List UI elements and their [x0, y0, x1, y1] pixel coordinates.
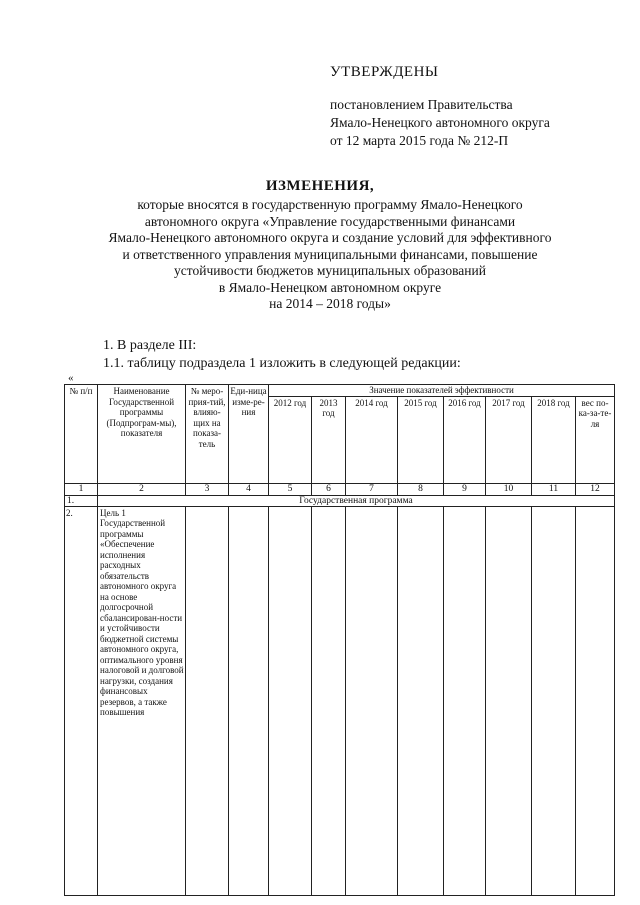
header-year: 2014 год — [346, 396, 398, 483]
subsection-heading: 1.1. таблицу подраздела 1 изложить в следующей редакции: — [103, 356, 461, 371]
approval-decree — [330, 96, 550, 150]
opening-quote: « — [68, 372, 74, 384]
subtitle-line: на 2014 – 2018 годы» — [269, 296, 391, 311]
table-row — [65, 495, 615, 506]
header-year: 2017 год — [486, 396, 532, 483]
header-name: Наименование Государственной программы (Подпрограм-мы), показателя — [98, 385, 186, 484]
column-number: 11 — [532, 483, 576, 495]
document-subtitle — [60, 197, 600, 313]
column-number: 7 — [346, 483, 398, 495]
row-num: 2. — [65, 506, 98, 895]
decree-line: от 12 марта 2015 года № 212-П — [330, 133, 509, 148]
row-goal-text: Цель 1 Государственной программы «Обеспечение исполнения расходных обязательств автономного округа на основе долгосрочной сбалансирован-ности и устойчивости бюджетной системы автономного округа, оптимального уровня налоговой и долговой нагрузки, создания финансовых резервов, а также повышения — [98, 506, 186, 895]
decree-line: постановлением Правительства — [330, 97, 513, 112]
header-group: Значение показателей эффективности — [269, 385, 615, 397]
header-num: № п/п — [65, 385, 98, 484]
subtitle-line: автономного округа «Управление государственными финансами — [144, 213, 516, 229]
table-cell — [229, 506, 269, 895]
header-unit: Еди-ница изме-ре-ния — [229, 385, 269, 484]
column-numbers-row — [65, 483, 615, 495]
subtitle-line: в Ямало-Ненецком автономном округе — [218, 279, 442, 295]
approval-heading: УТВЕРЖДЕНЫ — [330, 64, 439, 80]
table-cell — [186, 506, 229, 895]
column-number: 10 — [486, 483, 532, 495]
table-cell — [346, 506, 398, 895]
table-cell — [312, 506, 346, 895]
subtitle-line: Ямало-Ненецкого автономного округа и создание условий для эффективного — [108, 230, 552, 245]
column-number: 6 — [312, 483, 346, 495]
subtitle-line: которые вносятся в государственную программу Ямало-Ненецкого — [137, 197, 523, 212]
row-num: 1. — [65, 495, 98, 506]
section-heading: 1. В разделе III: — [103, 338, 197, 353]
column-number: 1 — [65, 483, 98, 495]
header-year: 2012 год — [269, 396, 312, 483]
column-number: 8 — [398, 483, 444, 495]
header-year: 2013 год — [312, 396, 346, 483]
table-cell — [269, 506, 312, 895]
table-cell — [532, 506, 576, 895]
header-year: 2016 год — [444, 396, 486, 483]
column-number: 12 — [576, 483, 615, 495]
column-number: 9 — [444, 483, 486, 495]
subtitle-line: и ответственного управления муниципальными финансами, повышение — [122, 246, 538, 262]
document-title: ИЗМЕНЕНИЯ, — [265, 178, 375, 194]
header-measures: № меро-прия-тий, влияю-щих на показа-тель — [186, 385, 229, 484]
header-year: 2015 год — [398, 396, 444, 483]
column-number: 4 — [229, 483, 269, 495]
row-section-label: Государственная программа — [98, 495, 615, 506]
table-cell — [398, 506, 444, 895]
table-cell — [444, 506, 486, 895]
table-cell — [576, 506, 615, 895]
header-year: 2018 год — [532, 396, 576, 483]
column-number: 5 — [269, 483, 312, 495]
indicators-table — [64, 384, 615, 896]
table-cell — [486, 506, 532, 895]
header-weight: вес по-ка-за-те-ля — [576, 396, 615, 483]
column-number: 2 — [98, 483, 186, 495]
decree-line: Ямало-Ненецкого автономного округа — [330, 115, 550, 130]
subtitle-line: устойчивости бюджетов муниципальных образований — [174, 263, 486, 278]
column-number: 3 — [186, 483, 229, 495]
table-row — [65, 506, 615, 895]
